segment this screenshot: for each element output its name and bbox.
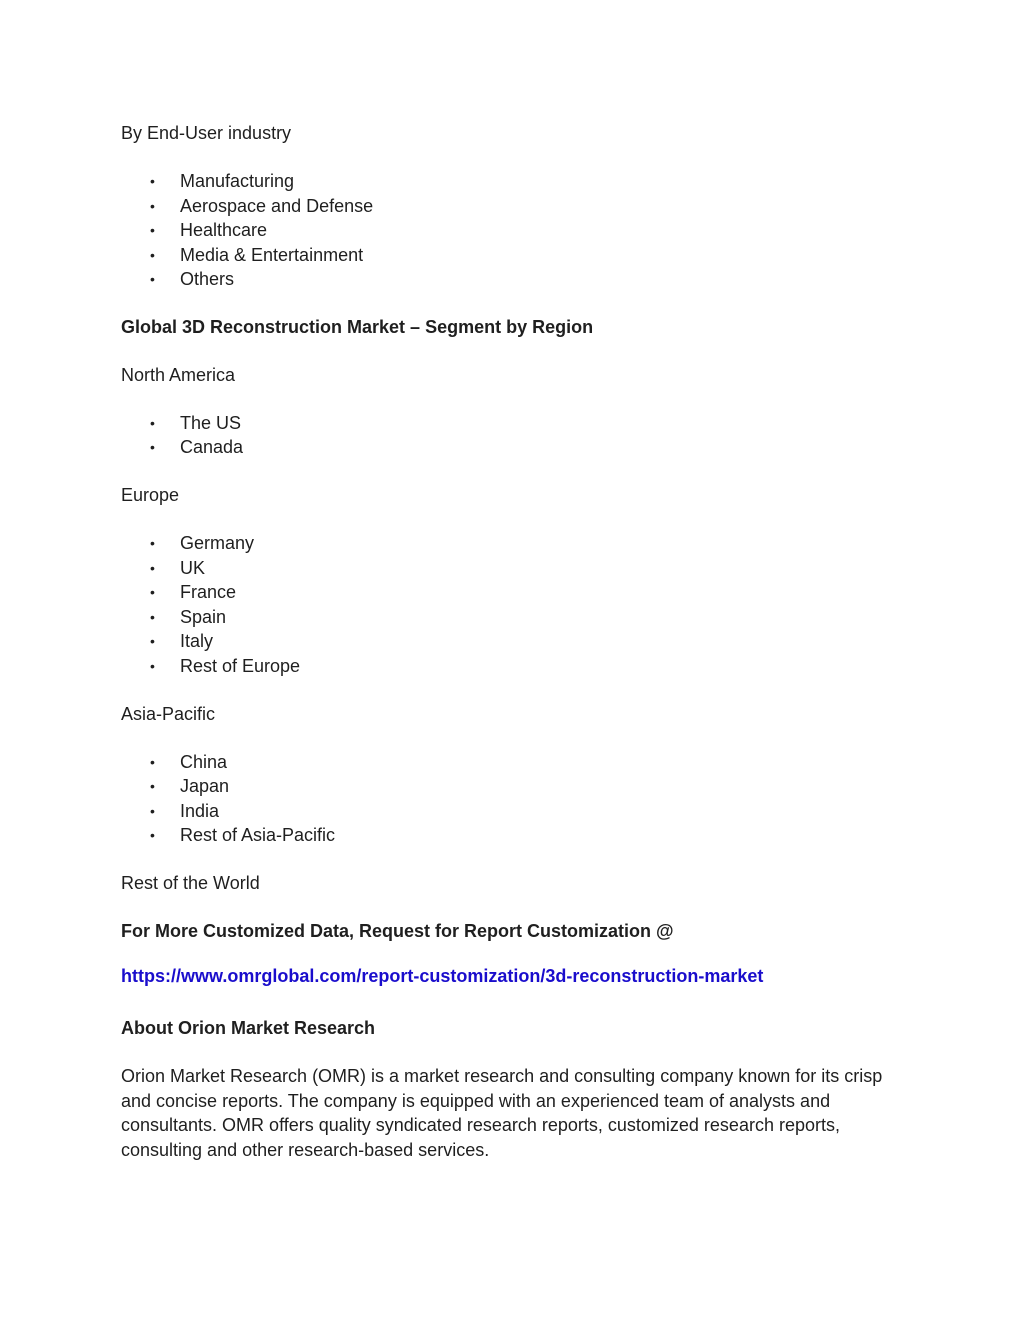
list-item: • China — [150, 752, 228, 772]
bullet-icon: • — [150, 560, 155, 576]
customization-cta: For More Customized Data, Request for Report Customization @ — [121, 921, 674, 941]
bullet-icon: • — [150, 222, 155, 238]
bullet-icon: • — [150, 173, 155, 189]
about-heading: About Orion Market Research — [121, 1018, 376, 1038]
list-item: • Rest of Europe — [150, 656, 301, 676]
bullet-icon: • — [150, 827, 155, 843]
north-america-label: North America — [121, 365, 236, 385]
bullet-icon: • — [150, 584, 155, 600]
list-item: • Japan — [150, 776, 230, 796]
list-item: • Healthcare — [150, 220, 268, 240]
bullet-icon: • — [150, 803, 155, 819]
bullet-icon: • — [150, 415, 155, 431]
list-item: • Aerospace and Defense — [150, 196, 374, 216]
bullet-icon: • — [150, 778, 155, 794]
about-body: Orion Market Research (OMR) is a market research and consulting company known for its crisp and concise reports. The company is equipped with an experienced team of analysts and consultants. OMR offers quality syndicated research reports, customized research reports, consulting and other research-based services. — [121, 1066, 883, 1160]
list-item: • Canada — [150, 437, 244, 457]
bullet-icon: • — [150, 247, 155, 263]
bullet-icon: • — [150, 535, 155, 551]
bullet-icon: • — [150, 439, 155, 455]
list-item: • Germany — [150, 533, 255, 553]
list-item: • India — [150, 801, 220, 821]
asia-pacific-label: Asia-Pacific — [121, 704, 216, 724]
list-item: • Others — [150, 269, 235, 289]
list-item: • UK — [150, 558, 206, 578]
list-item: • France — [150, 582, 237, 602]
list-item: • Italy — [150, 631, 214, 651]
list-item: • The US — [150, 413, 242, 433]
list-item: • Media & Entertainment — [150, 245, 364, 265]
bullet-icon: • — [150, 198, 155, 214]
list-item: • Rest of Asia-Pacific — [150, 825, 336, 845]
end-user-heading: By End-User industry — [121, 123, 292, 143]
bullet-icon: • — [150, 633, 155, 649]
rest-of-world-label: Rest of the World — [121, 873, 260, 893]
list-item: • Manufacturing — [150, 171, 295, 191]
bullet-icon: • — [150, 754, 155, 770]
list-item: • Spain — [150, 607, 227, 627]
bullet-icon: • — [150, 271, 155, 287]
customization-link[interactable]: https://www.omrglobal.com/report-customization/3d-reconstruction-market — [121, 966, 764, 986]
bullet-icon: • — [150, 609, 155, 625]
bullet-icon: • — [150, 658, 155, 674]
customization-link-line — [121, 964, 763, 988]
region-heading: Global 3D Reconstruction Market – Segment by Region — [121, 317, 594, 337]
europe-label: Europe — [121, 485, 180, 505]
